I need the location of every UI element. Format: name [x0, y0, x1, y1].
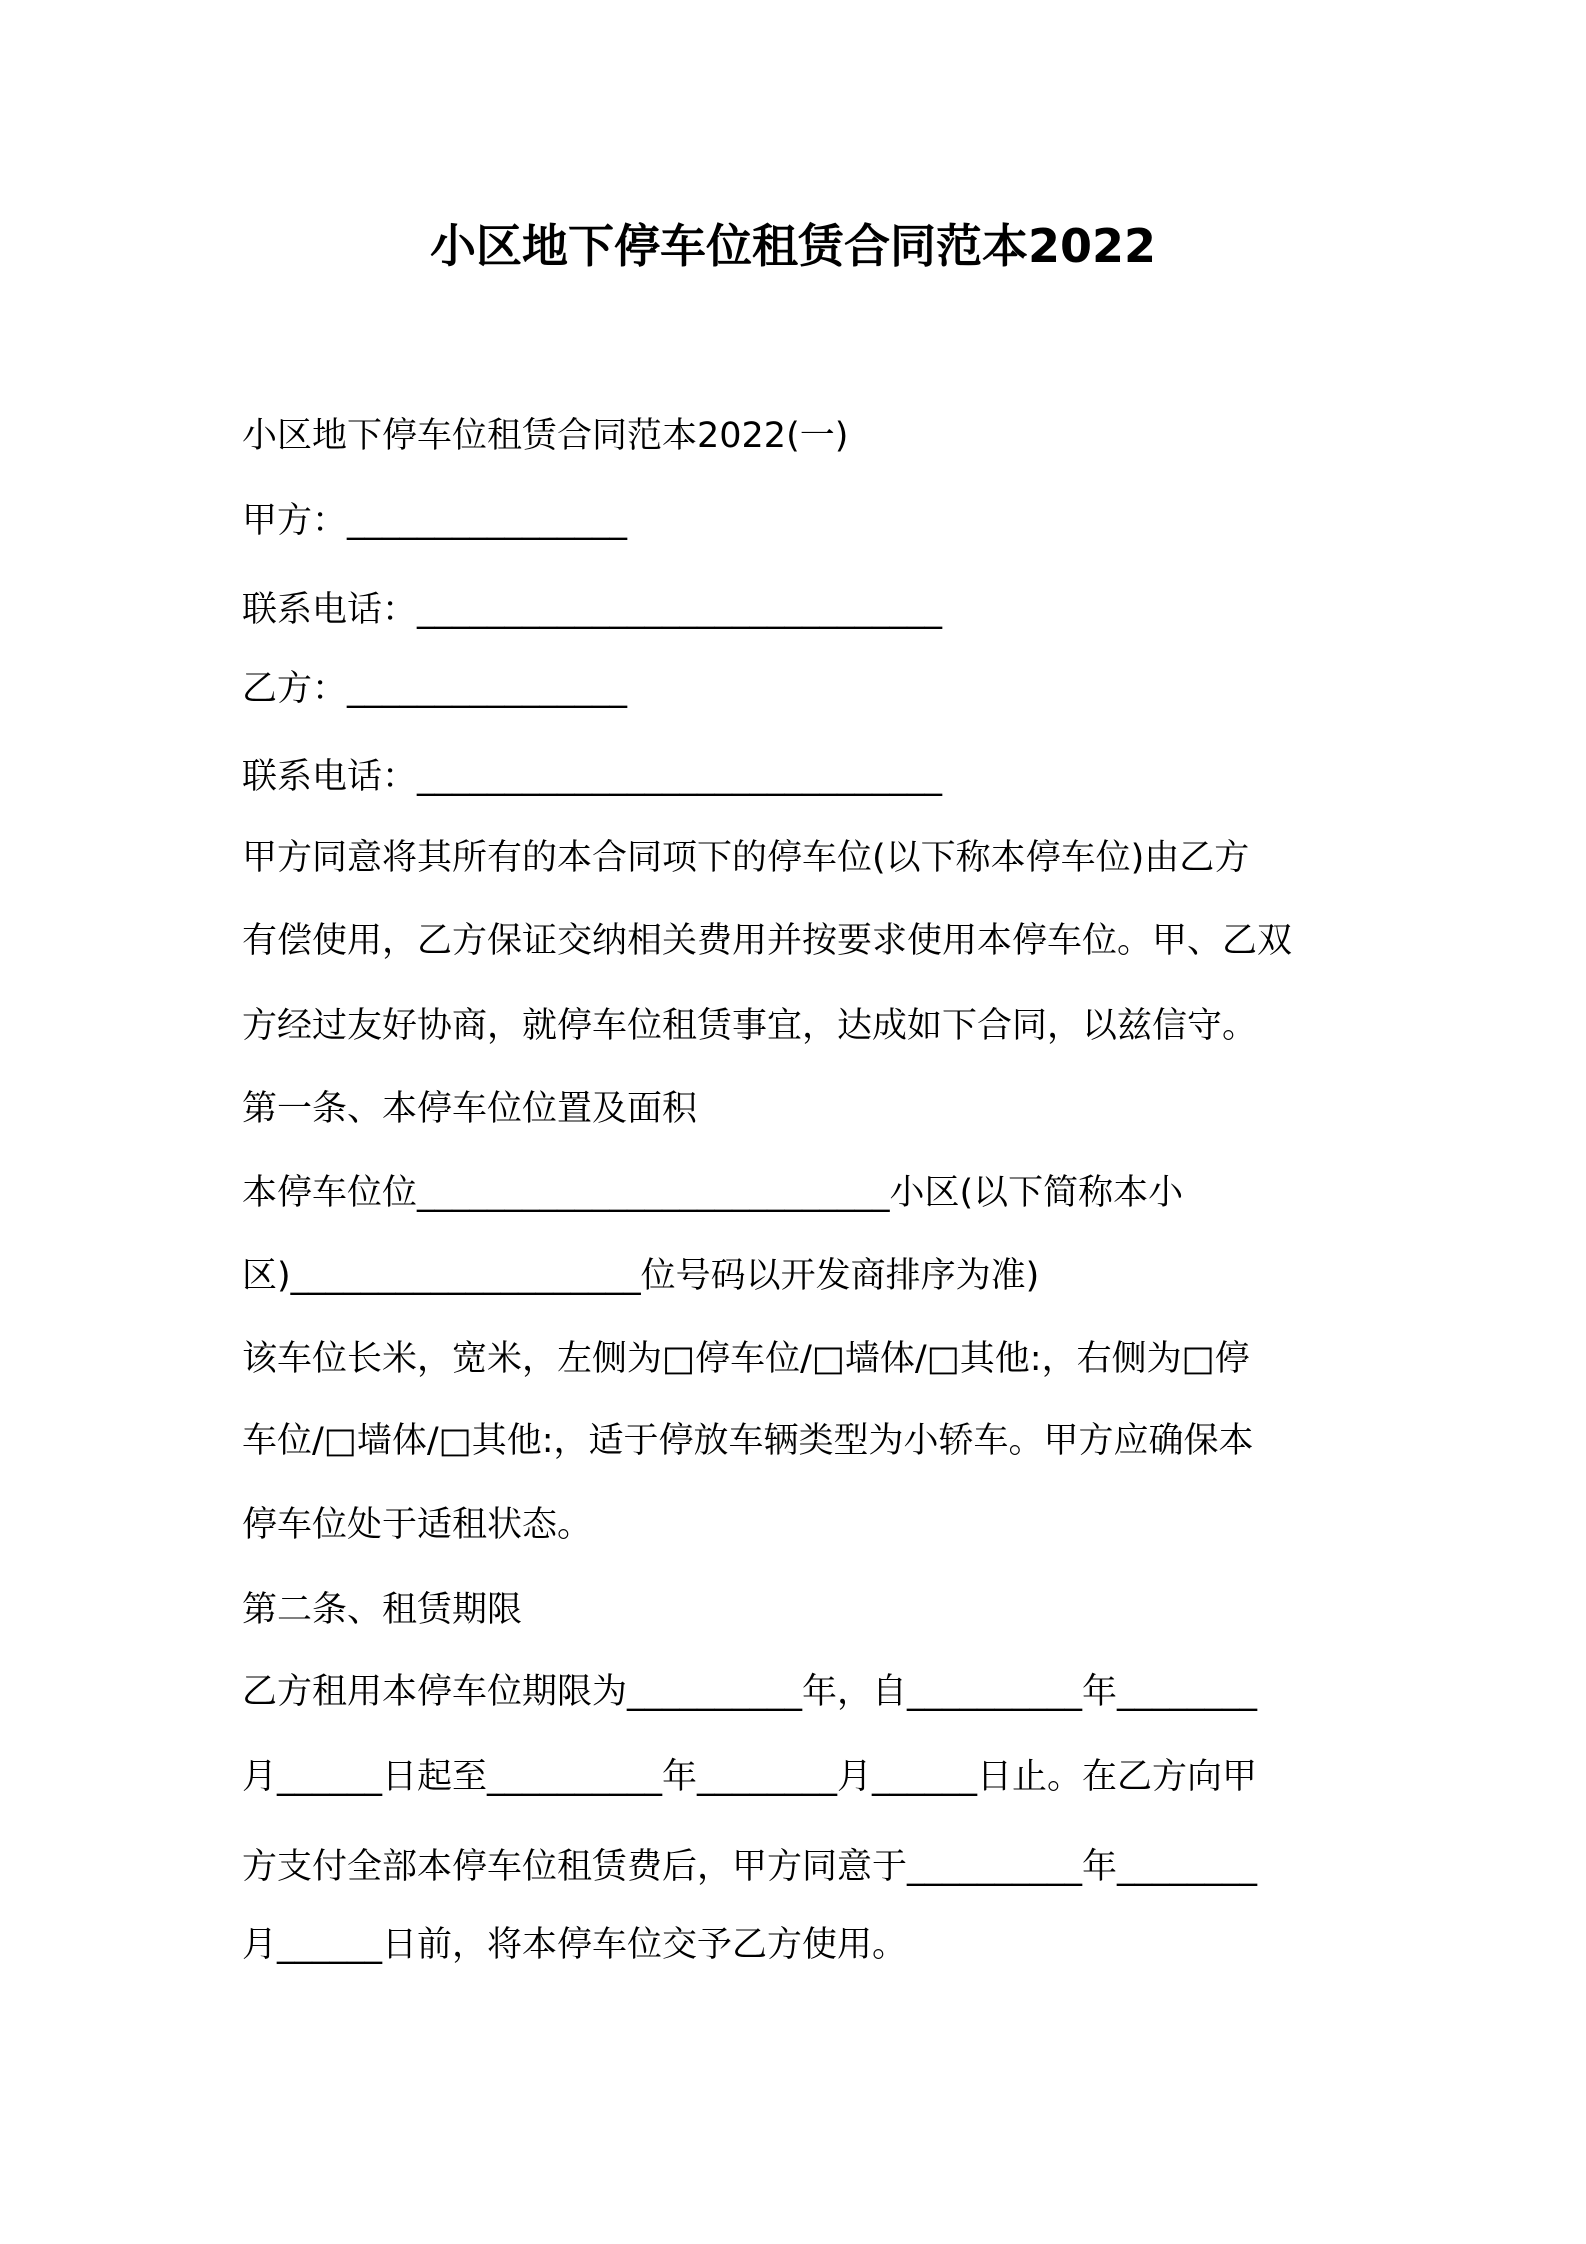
paragraph-line: 甲方同意将其所有的本合同项下的停车位(以下称本停车位)由乙方 [242, 838, 1250, 878]
party-a-line: 甲方：________________ [242, 501, 628, 541]
paragraph-line: 该车位长米，宽米，左侧为□停车位/□墙体/□其他:，右侧为□停 [242, 1339, 1250, 1379]
paragraph-line: 方支付全部本停车位租赁费后，甲方同意于__________年________ [242, 1847, 1258, 1887]
party-b-line: 乙方：________________ [242, 669, 628, 709]
paragraph-line: 停车位处于适租状态。 [242, 1505, 593, 1545]
paragraph-line: 区)____________________位号码以开发商排序为准) [242, 1256, 1040, 1296]
subtitle-line: 小区地下停车位租赁合同范本2022(一) [242, 416, 849, 456]
party-a-phone-line: 联系电话：______________________________ [242, 590, 943, 630]
article-heading-2: 第二条、租赁期限 [242, 1590, 523, 1630]
paragraph-line: 车位/□墙体/□其他:，适于停放车辆类型为小轿车。甲方应确保本 [242, 1421, 1254, 1461]
paragraph-line: 月______日前，将本停车位交予乙方使用。 [242, 1925, 908, 1965]
paragraph-line: 本停车位位___________________________小区(以下简称本小 [242, 1173, 1184, 1213]
document-title: 小区地下停车位租赁合同范本2022 [429, 219, 1157, 273]
paragraph-line: 乙方租用本停车位期限为__________年，自__________年________ [242, 1672, 1258, 1712]
paragraph-line: 月______日起至__________年________月______日止。在乙方向甲 [242, 1757, 1258, 1797]
paragraph-line: 有偿使用，乙方保证交纳相关费用并按要求使用本停车位。甲、乙双 [242, 921, 1293, 961]
article-heading-1: 第一条、本停车位位置及面积 [242, 1089, 698, 1129]
paragraph-line: 方经过友好协商，就停车位租赁事宜，达成如下合同，以兹信守。 [242, 1006, 1258, 1046]
party-b-phone-line: 联系电话：______________________________ [242, 757, 943, 797]
